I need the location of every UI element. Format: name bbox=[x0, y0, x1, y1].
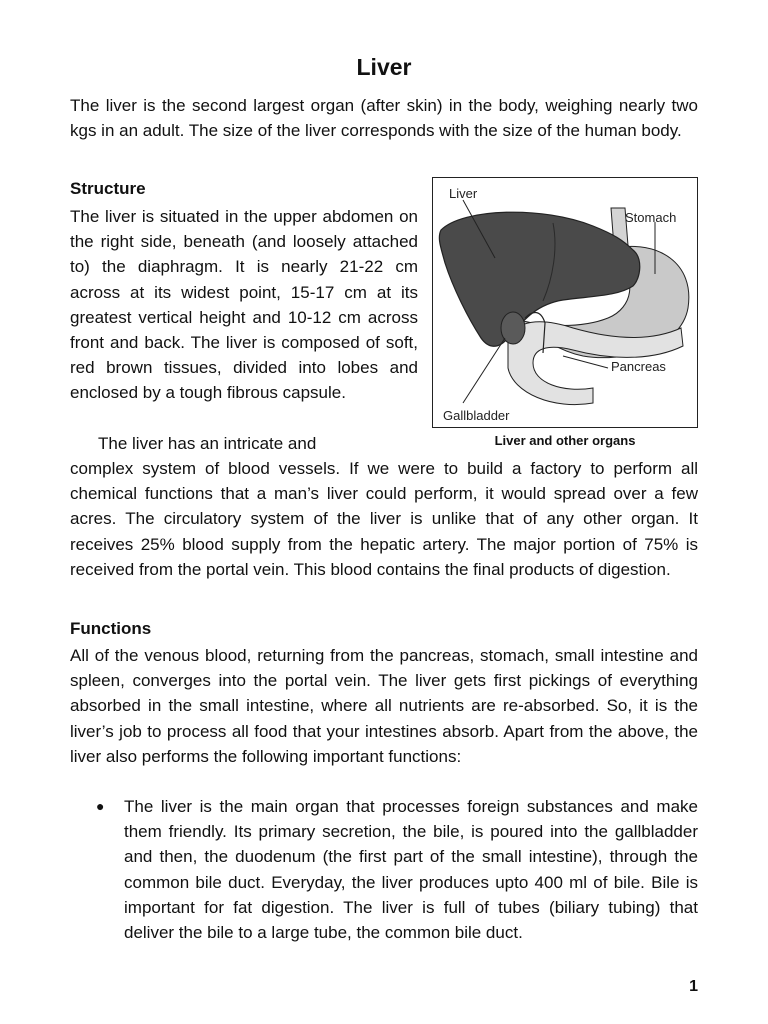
structure-paragraph-2-start: The liver has an intricate and bbox=[98, 434, 317, 453]
figure-label-gallbladder: Gallbladder bbox=[443, 408, 510, 423]
page-title: Liver bbox=[356, 54, 412, 80]
structure-paragraph-2: complex system of blood vessels. If we were to build a factory to perform all chemical functions that a man’s liver could perform, it would spread over a few acres. The circulatory system of the liver is unlike that of any other organ. It receives 25% blood supply from the hepatic artery. The major portion of 75% is received from the portal vein. This blood contains the final products of digestion. bbox=[70, 459, 698, 579]
figure-label-stomach: Stomach bbox=[625, 210, 677, 225]
structure-paragraph: The liver is situated in the upper abdomen on the right side, beneath (and loosely attached to) the diaphragm. It is nearly 21-22 cm across at its widest point, 15-17 cm at its greatest vertical height and 10-12 cm across front and back. The liver is composed of soft, red brown tissues, divided into lobes and enclosed by a tough fibrous capsule. bbox=[70, 207, 418, 403]
list-item-text: The liver is the main organ that processes foreign substances and make them friendly. Its primary secretion, the bile, is poured into the gallbladder and then, the duodenum (the first part of the small intestine), through the common bile duct. Everyday, the liver produces upto 400 ml of bile. Bile is important for fat digestion. The liver is full of tubes (biliary tubing) that deliver the bile to a large tube, the common bile duct. bbox=[124, 797, 698, 943]
functions-paragraph: All of the venous blood, returning from the pancreas, stomach, small intestine and spleen, converges into the portal vein. The liver gets first pickings of everything absorbed in the small intestine, where all nutrients are re-absorbed. So, it is the liver’s job to process all food that your intestines absorb. Apart from the above, the liver also performs the following important functions: bbox=[70, 646, 698, 766]
liver-figure bbox=[432, 177, 698, 428]
figure-label-liver: Liver bbox=[449, 186, 478, 201]
figure-caption: Liver and other organs bbox=[494, 433, 636, 448]
list-item bbox=[96, 794, 698, 945]
bullet-icon: ● bbox=[96, 798, 105, 814]
structure-heading: Structure bbox=[70, 179, 146, 198]
functions-heading: Functions bbox=[70, 619, 152, 638]
intro-paragraph: The liver is the second largest organ (after skin) in the body, weighing nearly two kgs in an adult. The size of the liver corresponds with the size of the human body. bbox=[70, 96, 698, 141]
figure-label-pancreas: Pancreas bbox=[611, 359, 666, 374]
functions-bullet-list bbox=[96, 794, 698, 945]
page-number: 1 bbox=[689, 978, 698, 995]
